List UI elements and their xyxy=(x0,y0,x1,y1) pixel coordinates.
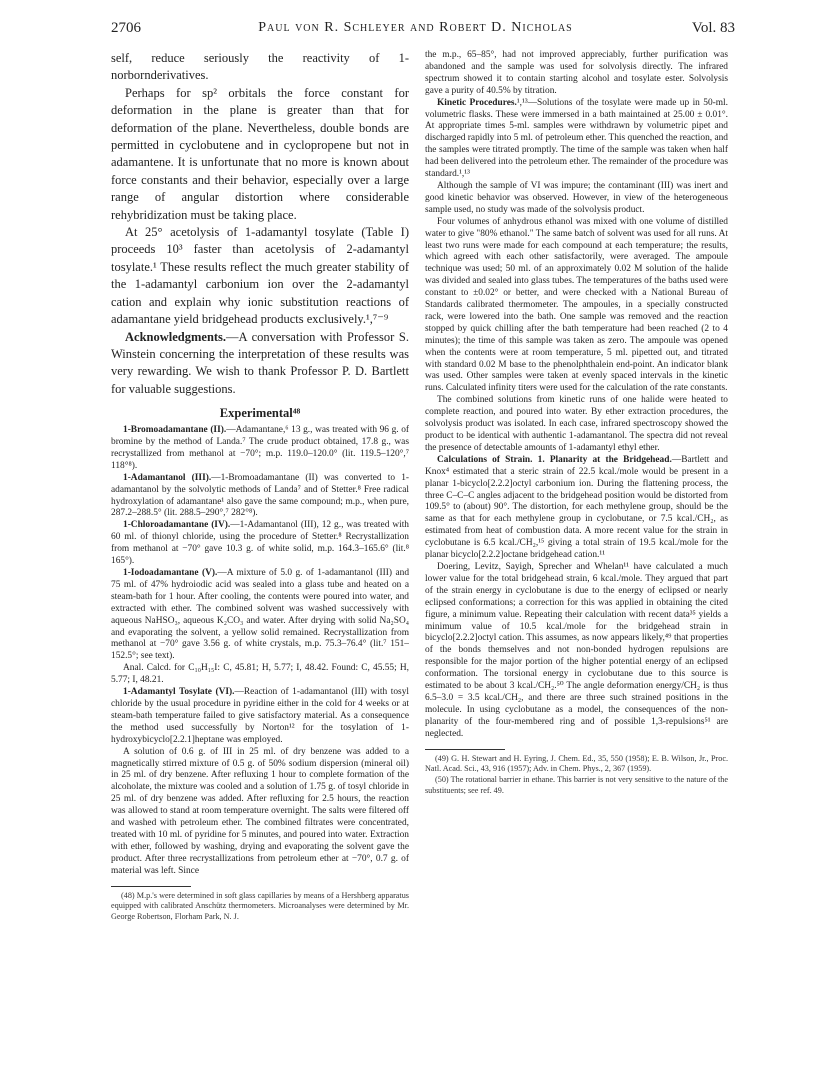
exp-text: —Reaction of 1-adamantanol (III) with tosyl chloride by the usual procedure in pyridine either in the cold for 4 weeks or at steam-bath temperature failed to give satisfactory material. As a consequence the method used successfully by Norton¹² for the tosylation of 1-hydroxybicyclo[2.2.1]heptane was employed. xyxy=(111,687,409,745)
acknowledgments-paragraph xyxy=(111,329,409,399)
ack-text: —A conversation with Professor S. Winstein concerning the interpretation of these results was very rewarding. We wish to thank Professor P. D. Bartlett for valuable suggestions. xyxy=(111,329,409,396)
calc-heading: Calculations of Strain. 1. Planarity at the Bridgehead. xyxy=(437,454,672,465)
exp-text: Anal. Calcd. for C₁₀H₁₅I: C, 45.81; H, 5.77; I, 48.42. Found: C, 45.55; H, 5.77; I, 48.21. xyxy=(111,663,409,686)
kinetic-text: ¹,¹³—Solutions of the tosylate were made up in 50-ml. volumetric flasks. These were immersed in a bath maintained at 25.00 ± 0.01°. At appropriate times 5-ml. samples were withdrawn by volumetric pipet and discharged rapidly into 5 ml. of petroleum ether. This quenched the reaction, and the samples were titrated promptly. The time of the sample was taken when half had been delivered into the petroleum ether. The remainder of the procedure was standard.¹,¹³ xyxy=(425,97,729,180)
exp-paragraph xyxy=(111,473,409,521)
exp-paragraph xyxy=(111,425,409,473)
kinetic-heading: Kinetic Procedures. xyxy=(437,97,517,108)
paragraph: Four volumes of anhydrous ethanol was mixed with one volume of distilled water to give "80% ethanol." The same batch of solvent was used for all runs. At least two runs were made for each compound at each temperature; the results, which agreed with each other satisfactorily, were averaged. The ampoule technique was used; 50 ml. of an approximately 0.02 M solution of the halide was divided and sealed into glass tubes. The temperatures of the baths used were constant to ±0.02° or better, and were checked with a National Bureau of Standards calibrated thermometer. The ampoules, in a specially constructed rack, were lowered into the bath. One sample was removed and the reaction stopped by quick chilling after the bath temperature had been reached (2 to 4 minutes); the time of this sample was taken as zero. The ampoule was opened when the contents were at room temperature, 5 ml. pipetted out, and titrated with standard 0.02 M base to the phenolphthalein end-point. An indicator blank was used. Other samples were taken at evenly spaced intervals in the kinetic runs. Calculated infinity titers were used for the calculation of the rate constants. xyxy=(425,216,728,394)
exp-paragraph xyxy=(111,747,409,878)
paragraph: Doering, Levitz, Sayigh, Sprecher and Whelan¹¹ have calculated a much lower value for the total bridgehead strain, 6 kcal./mole. They argued that part of the strain energy in cyclobutane is due to the energy of eclipsed or nearly eclipsed conformations; a correction for this was applied in obtaining the cited figure, a minimum value. Repeating their calculation with recent data³⁵ yields a minimum value of 10.5 kcal./mole for the bridgehead strain in bicyclo[2.2.2]octyl cation. This assumes, as now appears likely,⁴⁹ that properties of the bonds themselves and not non-bonded hydrogen repulsions are responsible for the major portion of the higher potential energy of an eclipsed conformation. The torsional energy in cyclobutane due to this source is estimated to be about 3 kcal./CH₂.⁵⁰ The angle deformation energy/CH₂ is thus 6.5–3.0 = 3.5 kcal./CH₂, and there are three such strained positions in the molecule. In using cyclobutane as a model, the consequences of the non-planarity of the four-membered ring and of possible 1,3-repulsions⁵¹ are neglected. xyxy=(425,561,728,739)
footnote: (50) The rotational barrier in ethane. This barrier is not very sensitive to the nature of the substituents; see ref. 49. xyxy=(425,775,728,795)
footnotes xyxy=(111,891,409,923)
exp-heading: 1-Adamantanol (III). xyxy=(123,472,212,483)
paragraph xyxy=(425,455,728,562)
footnote: (49) G. H. Stewart and H. Eyring, J. Chem. Ed., 35, 550 (1958); E. B. Wilson, Jr., Proc. Natl. Acad. Sci., 43, 916 (1957); Adv. in Chem. Phys., 2, 367 (1959). xyxy=(425,753,728,774)
exp-paragraph xyxy=(111,568,409,663)
volume-label: Vol. 83 xyxy=(691,20,735,36)
paragraph: The combined solutions from kinetic runs of one halide were heated to complete reaction, and poured into water. By ether extraction procedures, the solvolysis product was isolated. In each case, infrared spectroscopy showed the product to be identical with authentic 1-adamantanol. The spectra did not reveal the presence of detectable amounts of 1-adamantyl ethyl ether. xyxy=(425,395,728,453)
exp-heading: 1-Chloroadamantane (IV). xyxy=(123,520,231,531)
running-header xyxy=(0,20,831,42)
exp-heading: 1-Bromoadamantane (II). xyxy=(123,425,227,436)
paragraph: At 25° acetolysis of 1-adamantyl tosylate (Table I) proceeds 10³ faster than acetolysis of 2-adamantyl tosylate.¹ These results reflect the much greater stability of the 1-adamantyl carbonium ion over the 2-adamantyl cation and explain why ionic substitution reactions of adamantane yield bridgehead products exclusively.¹,⁷⁻⁹ xyxy=(111,225,409,327)
exp-text: —Adamantane,⁶ 13 g., was treated with 96 g. of bromine by the method of Landa.⁷ The crude product obtained, 17.8 g., was recrystallized from methanol at −70°; m.p. 119.0–120.0° (lit. 119.5–120°,⁷ 118°⁸). xyxy=(111,425,410,471)
exp-paragraph xyxy=(111,663,409,687)
running-title: Paul von R. Schleyer and Robert D. Nicholas xyxy=(258,20,573,35)
exp-text: A solution of 0.6 g. of III in 25 ml. of dry benzene was added to a magnetically stirred mixture of 0.5 g. of 50% sodium dispersion (mineral oil) in 25 ml. of dry benzene. After refluxing 1 hour to complete formation of the alcoholate, the mixture was cooled and a solution of 1.75 g. of tosyl chloride in 25 ml. of dry benzene was added. After refluxing for 2.5 hours, the reaction was allowed to stand at room temperature overnight. The salts were filtered off and washed with petroleum ether. The combined filtrates were concentrated, treated with 10 ml. of pyridine for 5 minutes, and poured into water. Extraction with ether, followed by washing, drying and evaporating the solvent gave the product. After three recrystallizations from petroleum ether at −70°, 0.7 g. of material was left. Since xyxy=(111,746,409,876)
exp-paragraph xyxy=(111,687,409,747)
footnote-rule xyxy=(425,749,505,750)
ack-heading: Acknowledgments. xyxy=(125,329,227,344)
calc-text: —Bartlett and Knox⁴ estimated that a steric strain of 22.5 kcal./mole would be present in a planar 1-bicyclo[2.2.2]octyl carbonium ion. During the flattening process, the three C–C–C angles adjacent to the bridgehead position would be distorted from 109.5° to (about) 90°. The distortion, for each methylene group, should be the same as that for each methylene group in cyclobutane, or 7.5 kcal./CH₂, as estimated from heat of combustion data. A more recent value for the strain in cyclobutane is 6.5 kcal./CH₂,¹⁵ giving a total strain of 19.5 kcal./mole for the planar bicyclo[2.2.2]octane bridgehead cation.¹¹ xyxy=(425,454,728,561)
footnotes xyxy=(425,754,728,797)
paragraph: Perhaps for sp² orbitals the force constant for deformation in the plane is greater than that for deformation of the plane. Nevertheless, double bonds are permitted in cyclobutene and in cyclopropene but not in adamantene. It is unfortunate that no more is known about force constants and their behavior, especially over a large range of angular distortion where considerable rehybridization must be taking place. xyxy=(111,85,409,222)
paragraph: self, reduce seriously the reactivity of 1-norbornderivatives. xyxy=(111,51,409,83)
paragraph: the m.p., 65–85°, had not improved appreciably, further purification was abandoned and the sample was used for solvolysis directly. The infrared spectrum showed it to contain starting alcohol and tosylate ester. Solvolysis gave a purity of 40.5% by titration. xyxy=(425,50,728,96)
right-text xyxy=(425,50,728,741)
exp-heading: 1-Adamantyl Tosylate (VI). xyxy=(123,687,235,698)
experimental-heading: Experimental⁴⁸ xyxy=(219,406,301,421)
paragraph: Although the sample of VI was impure; the contaminant (III) was inert and good kinetic behavior was observed. However, in view of the heterogeneous sample used, no study was made of the solvolysis product. xyxy=(425,180,728,215)
paragraph xyxy=(425,98,728,181)
footnote: (48) M.p.'s were determined in soft glass capillaries by means of a Hershberg apparatus equipped with calibrated Anschütz thermometers. Microanalyses were determined by Mr. George Robertson, Florham Park, N. J. xyxy=(111,890,409,922)
right-column xyxy=(425,50,728,797)
page-number: 2706 xyxy=(111,20,141,36)
left-column xyxy=(111,50,409,923)
exp-heading: 1-Iodoadamantane (V). xyxy=(123,568,218,578)
exp-text: —1-Bromoadamantane (II) was converted to 1-adamantanol by the solvolytic methods of Landa⁷ and of Stetter.⁸ Free radical hydroxylation of adamantane¹ also gave the same compound; m.p., when pure, 287.2–288.5° (lit. 288.5–290°,⁷ 282°⁸). xyxy=(111,472,409,519)
footnote-rule xyxy=(111,886,191,887)
exp-text: —A mixture of 5.0 g. of 1-adamantanol (III) and 75 ml. of 47% hydroiodic acid was sealed into a glass tube and heated on a steam-bath for 1 hour. After cooling, the contents were poured into water, and extracted with ether. The combined solvent was washed successively with aqueous NaHSO₃, aqueous K₂CO₃ and water. After drying with solid Na₂SO₄ and evaporating the solvent, a yellow solid remained. Recrystallization from methanol at −70° gave 3.56 g. of white crystals, m.p. 75.3–76.4° (lit.⁷ 151–152.5°; see text). xyxy=(111,568,410,662)
exp-paragraph xyxy=(111,520,409,568)
experimental-text xyxy=(111,425,409,877)
exp-text: —1-Adamantanol (III), 12 g., was treated with 60 ml. of thionyl chloride, using the procedure of Stetter.⁸ Recrystallization from methanol at −70° gave 10.3 g. of white solid, m.p. 164.3–165.6° (lit.⁸ 165°). xyxy=(111,520,409,567)
discussion-text xyxy=(111,50,409,398)
